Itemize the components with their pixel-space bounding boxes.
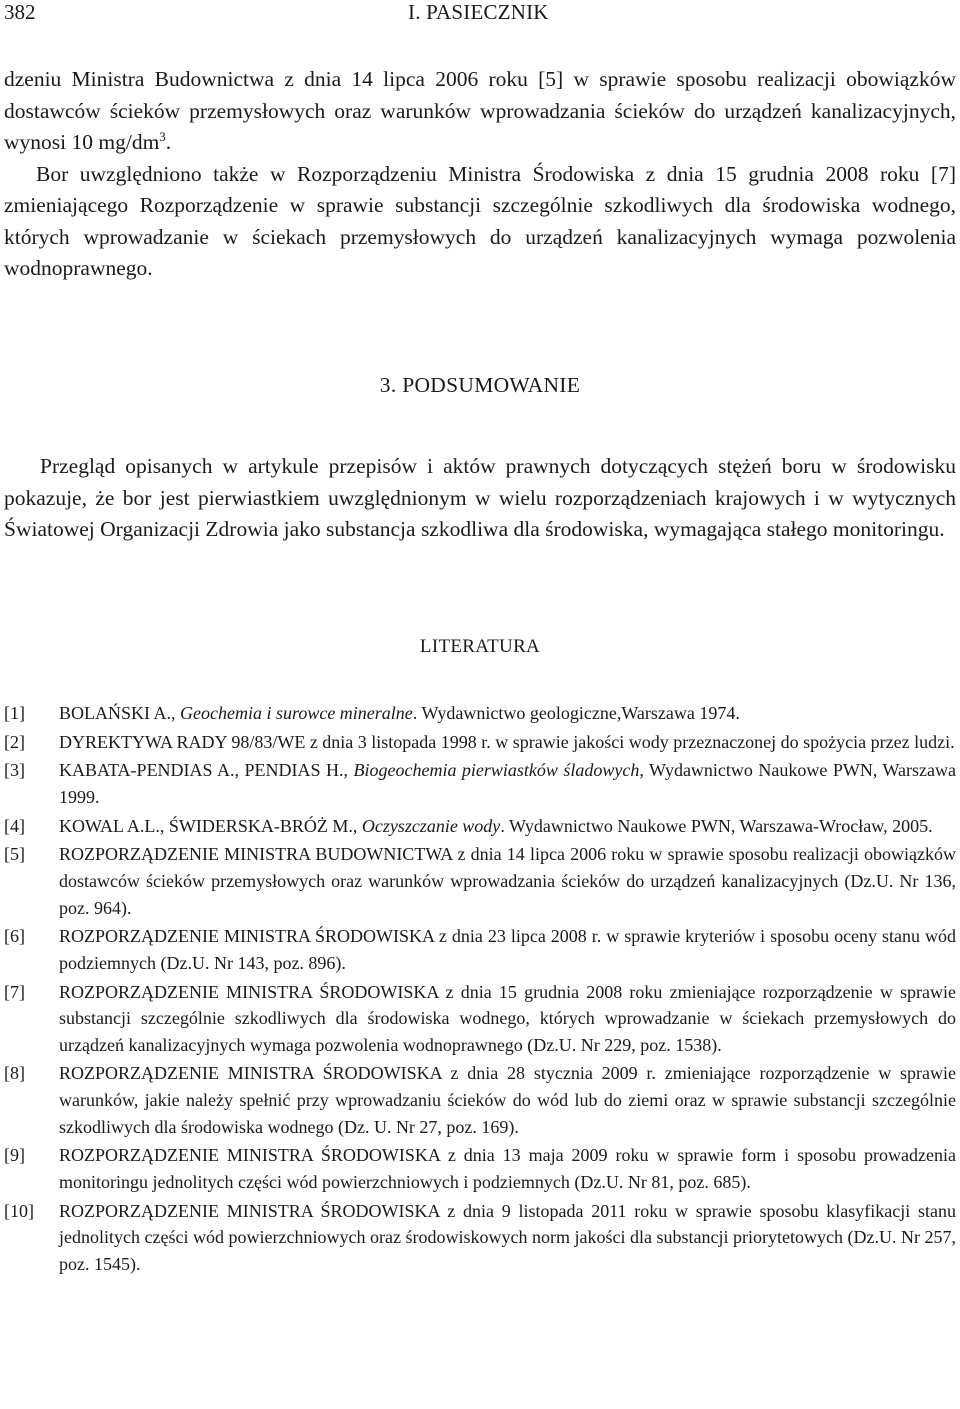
intro-text: dzeniu Ministra Budownictwa z dnia 14 lipca 2006 roku [5] w sprawie sposobu realizacji obowiązków dostawców ścieków przemysłowych oraz warunków wprowadzania ścieków do urządzeń kanalizacyjnych, wynosi 10 mg/dm <box>4 67 956 154</box>
reference-details: ROZPORZĄDZENIE MINISTRA ŚRODOWISKA z dnia 15 grudnia 2008 roku zmieniające rozporządzenie w sprawie substancji szczególnie szkodliwych dla środowiska wodnego, których wprowadzanie w ściekach przemysłowych do urządzeń kanalizacyjnych wymaga pozwolenia wodnoprawnego (Dz.U. Nr 229, poz. 1538). <box>59 981 956 1055</box>
reference-label: [9] <box>4 1145 25 1166</box>
reference-label: [1] <box>4 703 25 723</box>
reference-item <box>4 979 956 1059</box>
page-header <box>0 0 960 28</box>
reference-details: . Wydawnictwo Naukowe PWN, Warszawa-Wrocław, 2005. <box>500 815 933 836</box>
intro-superscript: 3 <box>159 128 166 144</box>
reference-details: ROZPORZĄDZENIE MINISTRA ŚRODOWISKA z dnia 13 maja 2009 roku w sprawie form i sposobu prowadzenia monitoringu jednolitych części wód powierzchniowych i podziemnych (Dz.U. Nr 81, poz. 685). <box>59 1145 956 1192</box>
reference-details: ROZPORZĄDZENIE MINISTRA ŚRODOWISKA z dnia 23 lipca 2008 r. w sprawie kryteriów i sposobu oceny stanu wód podziemnych (Dz.U. Nr 143, poz. 896). <box>59 926 956 973</box>
summary-paragraph: Przegląd opisanych w artykule przepisów i aktów prawnych dotyczących stężeń boru w środowisku pokazuje, że bor jest pierwiastkiem uwzględnionym w wielu rozporządzeniach krajowych i w wytycznych Światowej Organizacji Zdrowia jako substancja szkodliwa dla środowiska, wymagająca stałego monitoringu. <box>4 454 956 541</box>
intro-paragraph <box>4 64 956 285</box>
reference-label: [10] <box>4 1200 34 1221</box>
reference-label: [2] <box>4 731 25 752</box>
reference-details: ROZPORZĄDZENIE MINISTRA ŚRODOWISKA z dnia 9 listopada 2011 roku w sprawie sposobu klasyfikacji stanu jednolitych części wód powierzchniowych oraz środowiskowych norm jakości dla substancji priorytetowych (Dz.U. Nr 257, poz. 1545). <box>59 1200 956 1274</box>
reference-item <box>4 700 956 727</box>
reference-item <box>4 1198 956 1278</box>
reference-label: [5] <box>4 844 25 865</box>
reference-authors: KABATA-PENDIAS A., PENDIAS H., <box>59 760 354 781</box>
reference-item <box>4 841 956 921</box>
reference-item <box>4 1060 956 1140</box>
boron-paragraph: Bor uwzględniono także w Rozporządzeniu Ministra Środowiska z dnia 15 grudnia 2008 roku [7] zmieniającego Rozporządzenie w sprawie substancji szczególnie szkodliwych dla środowiska wodnego, których wprowadzanie w ściekach przemysłowych do urządzeń kanalizacyjnych wymaga pozwolenia wodnoprawnego. <box>4 161 956 280</box>
reference-label: [3] <box>4 760 25 781</box>
reference-authors: BOLAŃSKI A., <box>59 703 181 723</box>
reference-label: [4] <box>4 815 25 836</box>
reference-item <box>4 1142 956 1195</box>
reference-label: [6] <box>4 926 25 947</box>
reference-item <box>4 757 956 810</box>
reference-item <box>4 923 956 976</box>
reference-details: ROZPORZĄDZENIE MINISTRA BUDOWNICTWA z dnia 14 lipca 2006 roku w sprawie sposobu realizacji obowiązków dostawców ścieków przemysłowych oraz warunków wprowadzania ścieków do urządzeń kanalizacyjnych (Dz.U. Nr 136, poz. 964). <box>59 844 956 918</box>
reference-authors: KOWAL A.L., ŚWIDERSKA-BRÓŻ M., <box>59 815 362 836</box>
reference-label: [7] <box>4 981 25 1002</box>
running-head: I. PASIECZNIK <box>408 0 549 24</box>
reference-details: , Wydawnictwo Naukowe PWN, Warszawa 1999. <box>59 760 956 807</box>
section-heading: 3. PODSUMOWANIE <box>379 373 581 397</box>
reference-details: DYREKTYWA RADY 98/83/WE z dnia 3 listopada 1998 r. w sprawie jakości wody przeznaczonej do spożycia przez ludzi. <box>59 731 955 752</box>
reference-item <box>4 813 956 840</box>
reference-title: Biogeochemia pierwiastków śladowych <box>353 760 640 781</box>
reference-details: ROZPORZĄDZENIE MINISTRA ŚRODOWISKA z dnia 28 stycznia 2009 r. zmieniające rozporządzenie w sprawie warunków, jakie należy spełnić przy wprowadzaniu ścieków do wód lub do ziemi oraz w sprawie substancji szczególnie szkodliwych dla środowiska wodnego (Dz. U. Nr 27, poz. 169). <box>59 1063 956 1137</box>
reference-title: Geochemia i surowce mineralne <box>180 703 413 723</box>
literature-heading: LITERATURA <box>419 636 541 657</box>
reference-list <box>4 700 956 1279</box>
intro-text-end: . <box>165 130 172 154</box>
page-number: 382 <box>4 0 36 24</box>
reference-label: [8] <box>4 1063 25 1084</box>
reference-item <box>4 729 956 756</box>
reference-details: . Wydawnictwo geologiczne,Warszawa 1974. <box>412 703 740 723</box>
reference-title: Oczyszczanie wody <box>361 815 501 836</box>
